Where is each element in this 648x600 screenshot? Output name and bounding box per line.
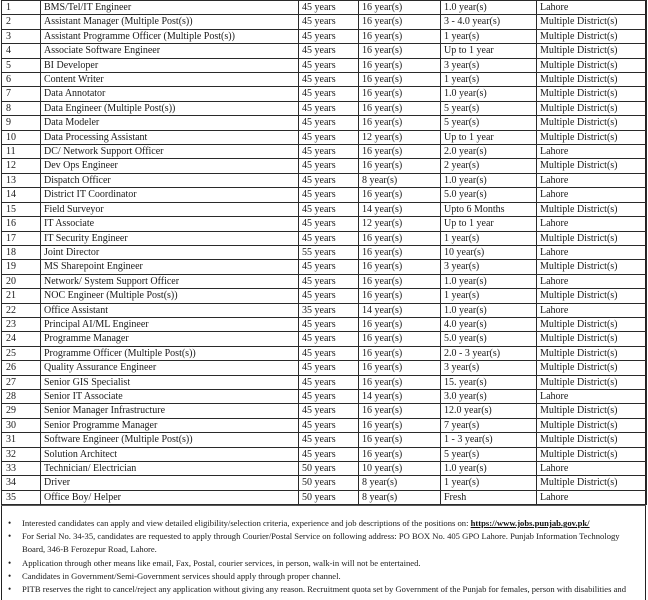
serial-number-cell: 19 <box>2 260 41 274</box>
qualification-cell: 16 year(s) <box>359 404 441 418</box>
serial-number-cell: 8 <box>2 101 41 115</box>
max-age-cell: 45 years <box>299 418 359 432</box>
qualification-cell: 14 year(s) <box>359 202 441 216</box>
position-cell: Content Writer <box>41 73 299 87</box>
table-row <box>2 418 647 432</box>
location-cell: Multiple District(s) <box>537 44 647 58</box>
table-row <box>2 332 647 346</box>
experience-cell: 1 year(s) <box>441 231 537 245</box>
experience-cell: 5 year(s) <box>441 116 537 130</box>
serial-number-cell: 31 <box>2 433 41 447</box>
position-cell: Software Engineer (Multiple Post(s)) <box>41 433 299 447</box>
note-continuation: Board, 346-B Ferozepur Road, Lahore. <box>22 544 157 555</box>
position-cell: BMS/Tel/IT Engineer <box>41 1 299 15</box>
serial-number-cell: 20 <box>2 274 41 288</box>
qualification-cell: 12 year(s) <box>359 217 441 231</box>
position-cell: Senior Manager Infrastructure <box>41 404 299 418</box>
qualification-cell: 16 year(s) <box>359 289 441 303</box>
experience-cell: 5 year(s) <box>441 447 537 461</box>
experience-cell: Upto 6 Months <box>441 202 537 216</box>
qualification-cell: 16 year(s) <box>359 361 441 375</box>
serial-number-cell: 5 <box>2 58 41 72</box>
position-cell: Technician/ Electrician <box>41 462 299 476</box>
experience-cell: 2.0 - 3 year(s) <box>441 346 537 360</box>
serial-number-cell: 4 <box>2 44 41 58</box>
experience-cell: 1.0 year(s) <box>441 303 537 317</box>
qualification-cell: 8 year(s) <box>359 476 441 490</box>
max-age-cell: 45 years <box>299 44 359 58</box>
serial-number-cell: 1 <box>2 1 41 15</box>
location-cell: Multiple District(s) <box>537 433 647 447</box>
serial-number-cell: 29 <box>2 404 41 418</box>
position-cell: Quality Assurance Engineer <box>41 361 299 375</box>
location-cell: Multiple District(s) <box>537 476 647 490</box>
qualification-cell: 16 year(s) <box>359 116 441 130</box>
max-age-cell: 45 years <box>299 202 359 216</box>
location-cell: Lahore <box>537 274 647 288</box>
max-age-cell: 45 years <box>299 188 359 202</box>
experience-cell: 5 year(s) <box>441 101 537 115</box>
location-cell: Multiple District(s) <box>537 202 647 216</box>
position-cell: NOC Engineer (Multiple Post(s)) <box>41 289 299 303</box>
serial-number-cell: 3 <box>2 29 41 43</box>
max-age-cell: 45 years <box>299 260 359 274</box>
table-row <box>2 317 647 331</box>
location-cell: Multiple District(s) <box>537 418 647 432</box>
location-cell: Multiple District(s) <box>537 101 647 115</box>
position-cell: Senior IT Associate <box>41 389 299 403</box>
location-cell: Multiple District(s) <box>537 404 647 418</box>
experience-cell: 1 year(s) <box>441 289 537 303</box>
qualification-cell: 16 year(s) <box>359 101 441 115</box>
location-cell: Multiple District(s) <box>537 73 647 87</box>
position-cell: Data Engineer (Multiple Post(s)) <box>41 101 299 115</box>
table-row <box>2 73 647 87</box>
position-cell: MS Sharepoint Engineer <box>41 260 299 274</box>
max-age-cell: 45 years <box>299 29 359 43</box>
serial-number-cell: 15 <box>2 202 41 216</box>
serial-number-cell: 16 <box>2 217 41 231</box>
max-age-cell: 50 years <box>299 462 359 476</box>
experience-cell: 3 year(s) <box>441 361 537 375</box>
location-cell: Lahore <box>537 303 647 317</box>
location-cell: Multiple District(s) <box>537 447 647 461</box>
note-text: Application through other means like email, Fax, Postal, courier services, in person, walk-in will not be entertained. <box>22 557 421 568</box>
max-age-cell: 45 years <box>299 346 359 360</box>
position-cell: Senior Programme Manager <box>41 418 299 432</box>
serial-number-cell: 9 <box>2 116 41 130</box>
table-row <box>2 130 647 144</box>
serial-number-cell: 28 <box>2 389 41 403</box>
experience-cell: 12.0 year(s) <box>441 404 537 418</box>
location-cell: Multiple District(s) <box>537 87 647 101</box>
location-cell: Lahore <box>537 217 647 231</box>
location-cell: Lahore <box>537 188 647 202</box>
max-age-cell: 45 years <box>299 87 359 101</box>
table-bottom-divider <box>1 505 646 506</box>
location-cell: Multiple District(s) <box>537 346 647 360</box>
vacancies-table <box>1 0 647 505</box>
location-cell: Multiple District(s) <box>537 159 647 173</box>
experience-cell: 5.0 year(s) <box>441 188 537 202</box>
experience-cell: 15. year(s) <box>441 375 537 389</box>
max-age-cell: 35 years <box>299 303 359 317</box>
qualification-cell: 16 year(s) <box>359 1 441 15</box>
max-age-cell: 45 years <box>299 317 359 331</box>
serial-number-cell: 30 <box>2 418 41 432</box>
qualification-cell: 16 year(s) <box>359 317 441 331</box>
experience-cell: 1 year(s) <box>441 73 537 87</box>
max-age-cell: 45 years <box>299 404 359 418</box>
max-age-cell: 45 years <box>299 159 359 173</box>
max-age-cell: 50 years <box>299 490 359 504</box>
bullet-icon: • <box>8 557 12 568</box>
note-text: PITB reserves the right to cancel/reject any application without giving any reason. Recruitment quota set by Government of the Punjab for females, person with disabilities and <box>22 584 627 595</box>
serial-number-cell: 12 <box>2 159 41 173</box>
max-age-cell: 45 years <box>299 389 359 403</box>
table-row <box>2 462 647 476</box>
serial-number-cell: 34 <box>2 476 41 490</box>
note-text: For Serial No. 34-35, candidates are requested to apply through Courier/Postal Service on following address: PO BOX No. 405 GPO Lahore. Punjab Information Technology <box>22 531 620 542</box>
experience-cell: 3 year(s) <box>441 58 537 72</box>
experience-cell: Up to 1 year <box>441 44 537 58</box>
bullet-icon: • <box>8 570 12 581</box>
serial-number-cell: 33 <box>2 462 41 476</box>
table-row <box>2 245 647 259</box>
table-row <box>2 116 647 130</box>
max-age-cell: 45 years <box>299 130 359 144</box>
qualification-cell: 16 year(s) <box>359 87 441 101</box>
qualification-cell: 14 year(s) <box>359 303 441 317</box>
note-text: Interested candidates can apply and view detailed eligibility/selection criteria, experience and job descriptions of the positions on: <box>22 518 471 528</box>
table-row <box>2 375 647 389</box>
position-cell: Assistant Programme Officer (Multiple Post(s)) <box>41 29 299 43</box>
location-cell: Lahore <box>537 462 647 476</box>
position-cell: Data Annotator <box>41 87 299 101</box>
bullet-icon: • <box>8 531 12 542</box>
max-age-cell: 45 years <box>299 15 359 29</box>
max-age-cell: 55 years <box>299 245 359 259</box>
max-age-cell: 45 years <box>299 173 359 187</box>
position-cell: Data Processing Assistant <box>41 130 299 144</box>
serial-number-cell: 13 <box>2 173 41 187</box>
bullet-icon: • <box>8 584 12 595</box>
qualification-cell: 16 year(s) <box>359 29 441 43</box>
position-cell: Office Boy/ Helper <box>41 490 299 504</box>
qualification-cell: 16 year(s) <box>359 188 441 202</box>
location-cell: Multiple District(s) <box>537 130 647 144</box>
serial-number-cell: 23 <box>2 317 41 331</box>
note-text: Candidates in Government/Semi-Government services should apply through proper channel. <box>22 570 341 581</box>
qualification-cell: 16 year(s) <box>359 274 441 288</box>
experience-cell: 2.0 year(s) <box>441 145 537 159</box>
location-cell: Lahore <box>537 490 647 504</box>
position-cell: Associate Software Engineer <box>41 44 299 58</box>
max-age-cell: 45 years <box>299 274 359 288</box>
max-age-cell: 45 years <box>299 289 359 303</box>
qualification-cell: 16 year(s) <box>359 44 441 58</box>
experience-cell: 10 year(s) <box>441 245 537 259</box>
position-cell: BI Developer <box>41 58 299 72</box>
table-row <box>2 389 647 403</box>
experience-cell: 1 year(s) <box>441 476 537 490</box>
experience-cell: 5.0 year(s) <box>441 332 537 346</box>
position-cell: Data Modeler <box>41 116 299 130</box>
experience-cell: 1 - 3 year(s) <box>441 433 537 447</box>
qualification-cell: 8 year(s) <box>359 173 441 187</box>
experience-cell: Up to 1 year <box>441 130 537 144</box>
position-cell: Assistant Manager (Multiple Post(s)) <box>41 15 299 29</box>
table-row <box>2 476 647 490</box>
position-cell: Programme Manager <box>41 332 299 346</box>
experience-cell: 3 year(s) <box>441 260 537 274</box>
qualification-cell: 16 year(s) <box>359 15 441 29</box>
table-row <box>2 29 647 43</box>
max-age-cell: 45 years <box>299 58 359 72</box>
max-age-cell: 45 years <box>299 361 359 375</box>
qualification-cell: 16 year(s) <box>359 58 441 72</box>
table-row <box>2 260 647 274</box>
location-cell: Multiple District(s) <box>537 289 647 303</box>
qualification-cell: 16 year(s) <box>359 145 441 159</box>
table-row <box>2 159 647 173</box>
table-row <box>2 58 647 72</box>
serial-number-cell: 2 <box>2 15 41 29</box>
table-row <box>2 188 647 202</box>
experience-cell: 1.0 year(s) <box>441 87 537 101</box>
position-cell: DC/ Network Support Officer <box>41 145 299 159</box>
location-cell: Multiple District(s) <box>537 317 647 331</box>
location-cell: Lahore <box>537 389 647 403</box>
max-age-cell: 45 years <box>299 73 359 87</box>
qualification-cell: 16 year(s) <box>359 73 441 87</box>
max-age-cell: 50 years <box>299 476 359 490</box>
position-cell: Office Assistant <box>41 303 299 317</box>
max-age-cell: 45 years <box>299 332 359 346</box>
serial-number-cell: 18 <box>2 245 41 259</box>
table-row <box>2 202 647 216</box>
position-cell: Senior GIS Specialist <box>41 375 299 389</box>
position-cell: Principal AI/ML Engineer <box>41 317 299 331</box>
notes-list <box>8 517 648 596</box>
qualification-cell: 10 year(s) <box>359 462 441 476</box>
qualification-cell: 16 year(s) <box>359 231 441 245</box>
table-row <box>2 289 647 303</box>
qualification-cell: 16 year(s) <box>359 346 441 360</box>
note-item-other-means <box>8 557 648 570</box>
table-row <box>2 145 647 159</box>
max-age-cell: 45 years <box>299 1 359 15</box>
qualification-cell: 16 year(s) <box>359 245 441 259</box>
serial-number-cell: 7 <box>2 87 41 101</box>
experience-cell: 1.0 year(s) <box>441 173 537 187</box>
position-cell: IT Associate <box>41 217 299 231</box>
table-row <box>2 274 647 288</box>
max-age-cell: 45 years <box>299 433 359 447</box>
position-cell: Solution Architect <box>41 447 299 461</box>
experience-cell: 1.0 year(s) <box>441 1 537 15</box>
position-cell: Joint Director <box>41 245 299 259</box>
location-cell: Lahore <box>537 145 647 159</box>
table-row <box>2 490 647 504</box>
table-row <box>2 447 647 461</box>
qualification-cell: 12 year(s) <box>359 130 441 144</box>
qualification-cell: 16 year(s) <box>359 260 441 274</box>
table-row <box>2 87 647 101</box>
position-cell: Dispatch Officer <box>41 173 299 187</box>
table-row <box>2 101 647 115</box>
position-cell: District IT Coordinator <box>41 188 299 202</box>
table-row <box>2 404 647 418</box>
location-cell: Lahore <box>537 1 647 15</box>
qualification-cell: 16 year(s) <box>359 433 441 447</box>
serial-number-cell: 24 <box>2 332 41 346</box>
note-item-government-candidates <box>8 570 648 583</box>
serial-number-cell: 10 <box>2 130 41 144</box>
bullet-icon: • <box>8 518 12 528</box>
max-age-cell: 45 years <box>299 231 359 245</box>
location-cell: Multiple District(s) <box>537 375 647 389</box>
location-cell: Multiple District(s) <box>537 361 647 375</box>
table-row <box>2 1 647 15</box>
serial-number-cell: 32 <box>2 447 41 461</box>
serial-number-cell: 22 <box>2 303 41 317</box>
experience-cell: 7 year(s) <box>441 418 537 432</box>
location-cell: Multiple District(s) <box>537 332 647 346</box>
qualification-cell: 16 year(s) <box>359 332 441 346</box>
serial-number-cell: 21 <box>2 289 41 303</box>
table-row <box>2 173 647 187</box>
location-cell: Lahore <box>537 245 647 259</box>
serial-number-cell: 14 <box>2 188 41 202</box>
max-age-cell: 45 years <box>299 447 359 461</box>
qualification-cell: 8 year(s) <box>359 490 441 504</box>
experience-cell: 4.0 year(s) <box>441 317 537 331</box>
note-item-postal-address <box>8 530 648 543</box>
position-cell: Driver <box>41 476 299 490</box>
position-cell: Field Surveyor <box>41 202 299 216</box>
serial-number-cell: 27 <box>2 375 41 389</box>
experience-cell: Up to 1 year <box>441 217 537 231</box>
table-row <box>2 303 647 317</box>
position-cell: Programme Officer (Multiple Post(s)) <box>41 346 299 360</box>
experience-cell: Fresh <box>441 490 537 504</box>
vacancies-table-body <box>2 1 647 505</box>
qualification-cell: 16 year(s) <box>359 418 441 432</box>
max-age-cell: 45 years <box>299 217 359 231</box>
max-age-cell: 45 years <box>299 145 359 159</box>
experience-cell: 2 year(s) <box>441 159 537 173</box>
max-age-cell: 45 years <box>299 375 359 389</box>
qualification-cell: 16 year(s) <box>359 375 441 389</box>
qualification-cell: 16 year(s) <box>359 159 441 173</box>
position-cell: Dev Ops Engineer <box>41 159 299 173</box>
max-age-cell: 45 years <box>299 101 359 115</box>
max-age-cell: 45 years <box>299 116 359 130</box>
serial-number-cell: 35 <box>2 490 41 504</box>
note-item-rights-reserved <box>8 583 648 596</box>
experience-cell: 1.0 year(s) <box>441 462 537 476</box>
serial-number-cell: 6 <box>2 73 41 87</box>
table-row <box>2 433 647 447</box>
table-row <box>2 361 647 375</box>
location-cell: Multiple District(s) <box>537 116 647 130</box>
note-item-apply-online <box>8 517 648 530</box>
location-cell: Multiple District(s) <box>537 58 647 72</box>
table-row <box>2 15 647 29</box>
location-cell: Multiple District(s) <box>537 260 647 274</box>
table-row <box>2 217 647 231</box>
location-cell: Multiple District(s) <box>537 231 647 245</box>
serial-number-cell: 25 <box>2 346 41 360</box>
location-cell: Lahore <box>537 173 647 187</box>
qualification-cell: 16 year(s) <box>359 447 441 461</box>
serial-number-cell: 26 <box>2 361 41 375</box>
location-cell: Multiple District(s) <box>537 15 647 29</box>
table-row <box>2 231 647 245</box>
jobs-portal-link[interactable]: https://www.jobs.punjab.gov.pk/ <box>470 518 590 528</box>
qualification-cell: 14 year(s) <box>359 389 441 403</box>
experience-cell: 1.0 year(s) <box>441 274 537 288</box>
table-row <box>2 44 647 58</box>
experience-cell: 3 - 4.0 year(s) <box>441 15 537 29</box>
position-cell: Network/ System Support Officer <box>41 274 299 288</box>
experience-cell: 1 year(s) <box>441 29 537 43</box>
serial-number-cell: 11 <box>2 145 41 159</box>
table-row <box>2 346 647 360</box>
location-cell: Multiple District(s) <box>537 29 647 43</box>
experience-cell: 3.0 year(s) <box>441 389 537 403</box>
position-cell: IT Security Engineer <box>41 231 299 245</box>
serial-number-cell: 17 <box>2 231 41 245</box>
